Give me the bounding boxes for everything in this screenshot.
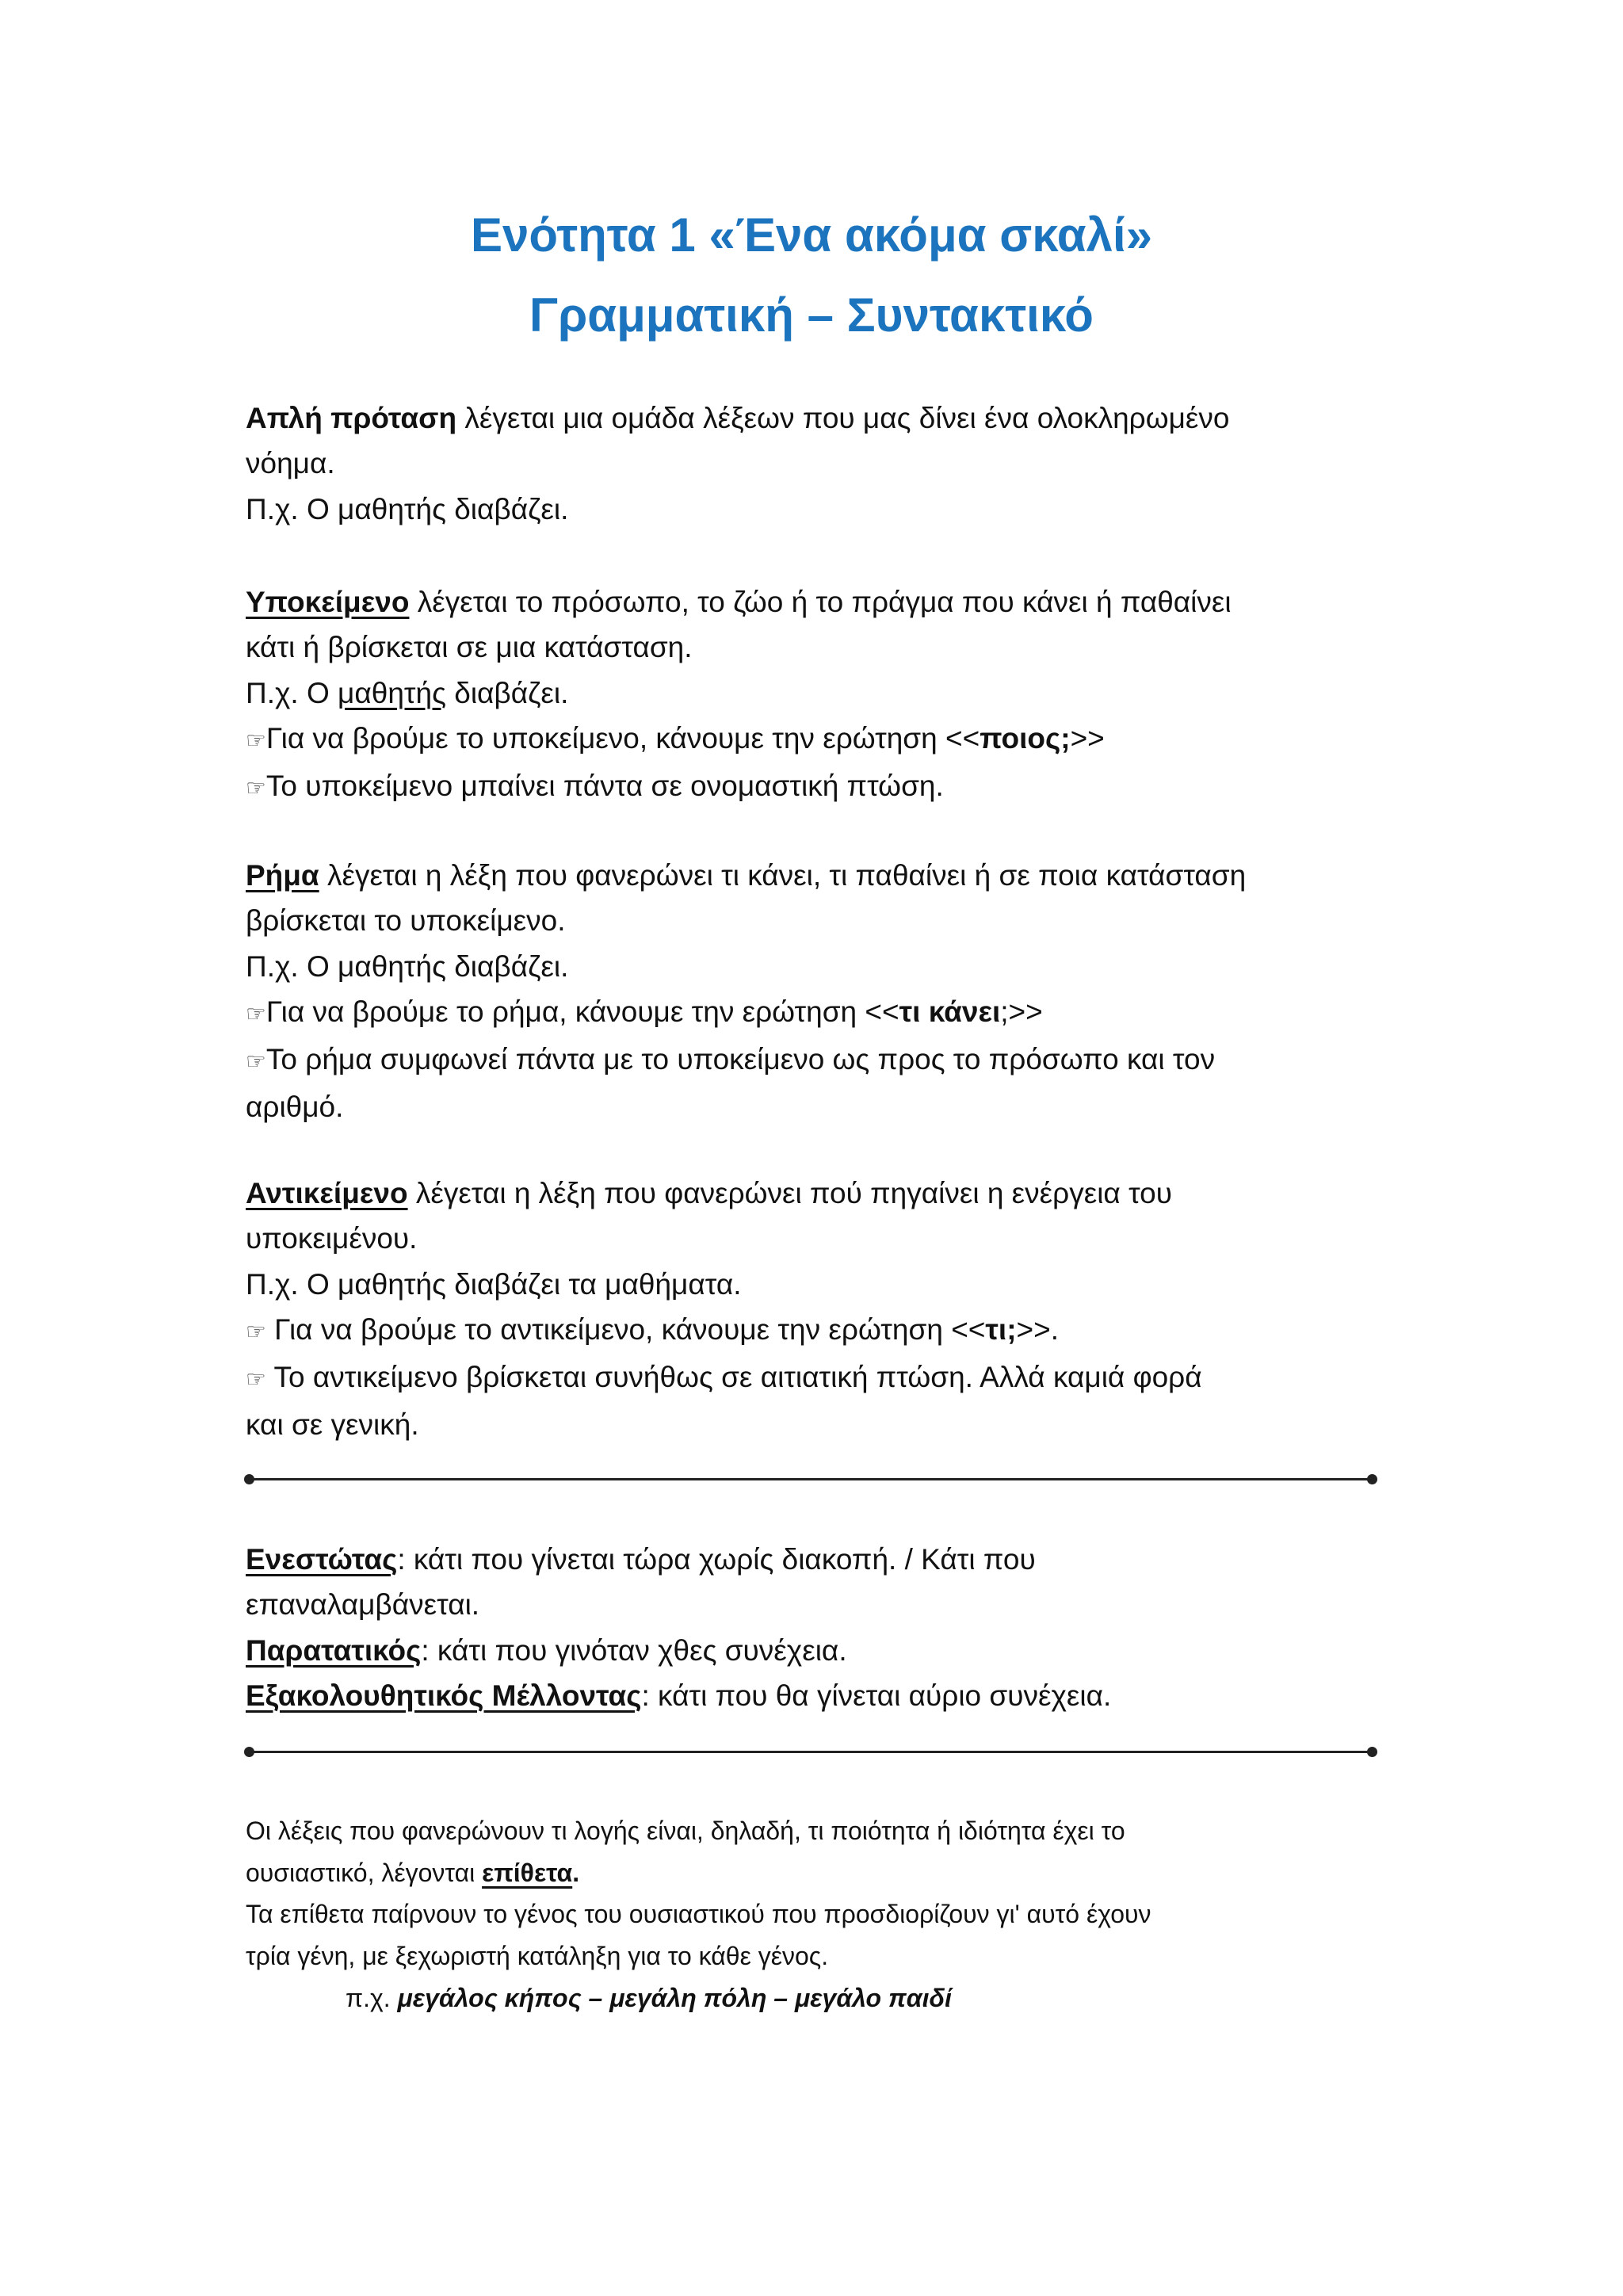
divider-dot-right: [1367, 1474, 1377, 1484]
definition-line-continued: υποκειμένου.: [246, 1222, 418, 1255]
definition-text: λέγεται η λέξη που φανερώνει πού πηγαίνει η ενέργεια του: [407, 1177, 1172, 1209]
adjectives-line: Τα επίθετα παίρνουν το γένος του ουσιαστικού που προσδιορίζουν γι' αυτό έχουν: [246, 1900, 1151, 1929]
section-simple-sentence: [246, 395, 1482, 532]
term-simple-sentence: Απλή πρόταση: [246, 402, 457, 434]
example-line: Π.χ. Ο μαθητής διαβάζει τα μαθήματα.: [246, 1267, 742, 1301]
adjectives-example-line: [246, 1977, 1482, 2019]
term-verb: Ρήμα: [246, 859, 319, 892]
hint-question: τι;: [985, 1312, 1017, 1346]
definition-line-continued: κάτι ή βρίσκεται σε μια κατάσταση.: [246, 631, 693, 664]
definition-line: [246, 853, 1482, 898]
definition-line-continued: βρίσκεται το υποκείμενο.: [246, 904, 566, 938]
definition-line: [246, 579, 1482, 625]
adjectives-line: τρία γένη, με ξεχωριστή κατάληξη για το κάθε γένος.: [246, 1942, 829, 1971]
hint-question: ποιος;: [980, 721, 1071, 755]
example-line: Π.χ. Ο μαθητής διαβάζει.: [246, 949, 569, 983]
hint-text-end: >>.: [1016, 1312, 1060, 1346]
pointing-hand-icon: [246, 1048, 266, 1075]
example-prefix: π.χ.: [346, 1983, 398, 2012]
term-present: Ενεστώτας: [246, 1543, 398, 1576]
hint-line: [246, 1354, 1482, 1402]
divider-dot-left: [244, 1747, 254, 1757]
hint-line: [246, 763, 1482, 811]
pointing-hand-icon: [246, 1366, 266, 1392]
section-verb: [246, 853, 1482, 1130]
adjectives-line: [246, 1852, 1482, 1894]
definition-text: λέγεται μια ομάδα λέξεων που μας δίνει ένα ολοκληρωμένο: [456, 402, 1230, 434]
adjectives-text: ουσιαστικό, λέγονται: [246, 1858, 483, 1887]
definition-text: λέγεται το πρόσωπο, το ζώο ή το πράγμα που κάνει ή παθαίνει: [409, 586, 1232, 618]
term-future-continuous: Εξακολουθητικός Μέλλοντας: [246, 1679, 642, 1712]
hint-text: Το υποκείμενο μπαίνει πάντα σε ονομαστική πτώση.: [265, 770, 944, 803]
hint-text: Το ρήμα συμφωνεί πάντα με το υποκείμενο ως προς το πρόσωπο και τον: [265, 1043, 1216, 1076]
hint-text: Για να βρούμε το ρήμα, κάνουμε την ερώτηση <<: [265, 995, 899, 1028]
example-highlight: μαθητής: [338, 676, 446, 709]
tense-future-line: [246, 1673, 1482, 1718]
hint-text-end: ;>>: [1000, 995, 1043, 1028]
hint-line-continued: και σε γενική.: [246, 1408, 419, 1442]
divider-dot-left: [244, 1474, 254, 1484]
hint-line-continued: αριθμό.: [246, 1091, 344, 1124]
hint-line: [246, 1037, 1482, 1084]
page-title: [0, 195, 1623, 355]
section-tenses: [246, 1537, 1482, 1718]
term-adjectives-period: .: [572, 1858, 580, 1887]
section-subject: [246, 579, 1482, 811]
term-adjectives: επίθετα: [482, 1858, 573, 1887]
hint-text: Για να βρούμε το αντικείμενο, κάνουμε την ερώτηση <<: [265, 1312, 986, 1346]
tense-definition: : κάτι που γίνεται τώρα χωρίς διακοπή. / Κάτι που: [397, 1543, 1036, 1576]
divider: [249, 1478, 1373, 1480]
definition-line: [246, 395, 1482, 441]
tense-present-line-continued: επαναλαμβάνεται.: [246, 1588, 480, 1622]
definition-line: [246, 1171, 1482, 1216]
example-text: μεγάλος κήπος – μεγάλη πόλη – μεγάλο παιδί: [397, 1983, 952, 2012]
section-adjectives: [246, 1810, 1482, 2019]
divider: [249, 1751, 1373, 1753]
hint-line: [246, 716, 1482, 763]
definition-line-continued: νόημα.: [246, 447, 335, 480]
definition-text: λέγεται η λέξη που φανερώνει τι κάνει, τι παθαίνει ή σε ποια κατάσταση: [319, 859, 1247, 892]
example-line: Π.χ. Ο μαθητής διαβάζει.: [246, 492, 569, 525]
hint-question: τι κάνει: [899, 995, 1001, 1028]
pointing-hand-icon: [246, 774, 266, 801]
hint-line: [246, 989, 1482, 1037]
tense-present-line: [246, 1537, 1482, 1582]
example-line: [246, 670, 1482, 716]
example-text-end: διαβάζει.: [445, 676, 569, 709]
pointing-hand-icon: [246, 1000, 266, 1027]
tense-definition: : κάτι που γινόταν χθες συνέχεια.: [421, 1633, 847, 1667]
hint-text: Για να βρούμε το υποκείμενο, κάνουμε την ερώτηση <<: [265, 721, 980, 755]
hint-line: [246, 1307, 1482, 1354]
term-imperfect: Παρατατικός: [246, 1633, 422, 1667]
section-object: [246, 1171, 1482, 1448]
pointing-hand-icon: [246, 1318, 266, 1345]
title-line-subject: Γραμματική – Συντακτικό: [529, 288, 1094, 342]
example-text: Π.χ. Ο: [246, 676, 338, 709]
adjectives-line: Οι λέξεις που φανερώνουν τι λογής είναι, δηλαδή, τι ποιότητα ή ιδιότητα έχει το: [246, 1817, 1125, 1845]
divider-dot-right: [1367, 1747, 1377, 1757]
term-subject: Υποκείμενο: [246, 586, 410, 618]
tense-imperfect-line: [246, 1628, 1482, 1673]
hint-text: Το αντικείμενο βρίσκεται συνήθως σε αιτιατική πτώση. Αλλά καμιά φορά: [265, 1361, 1202, 1394]
term-object: Αντικείμενο: [246, 1177, 408, 1209]
tense-definition: : κάτι που θα γίνεται αύριο συνέχεια.: [641, 1679, 1112, 1712]
title-line-unit: Ενότητα 1 «Ένα ακόμα σκαλί»: [470, 208, 1153, 262]
hint-text-end: >>: [1070, 721, 1105, 755]
pointing-hand-icon: [246, 727, 266, 754]
